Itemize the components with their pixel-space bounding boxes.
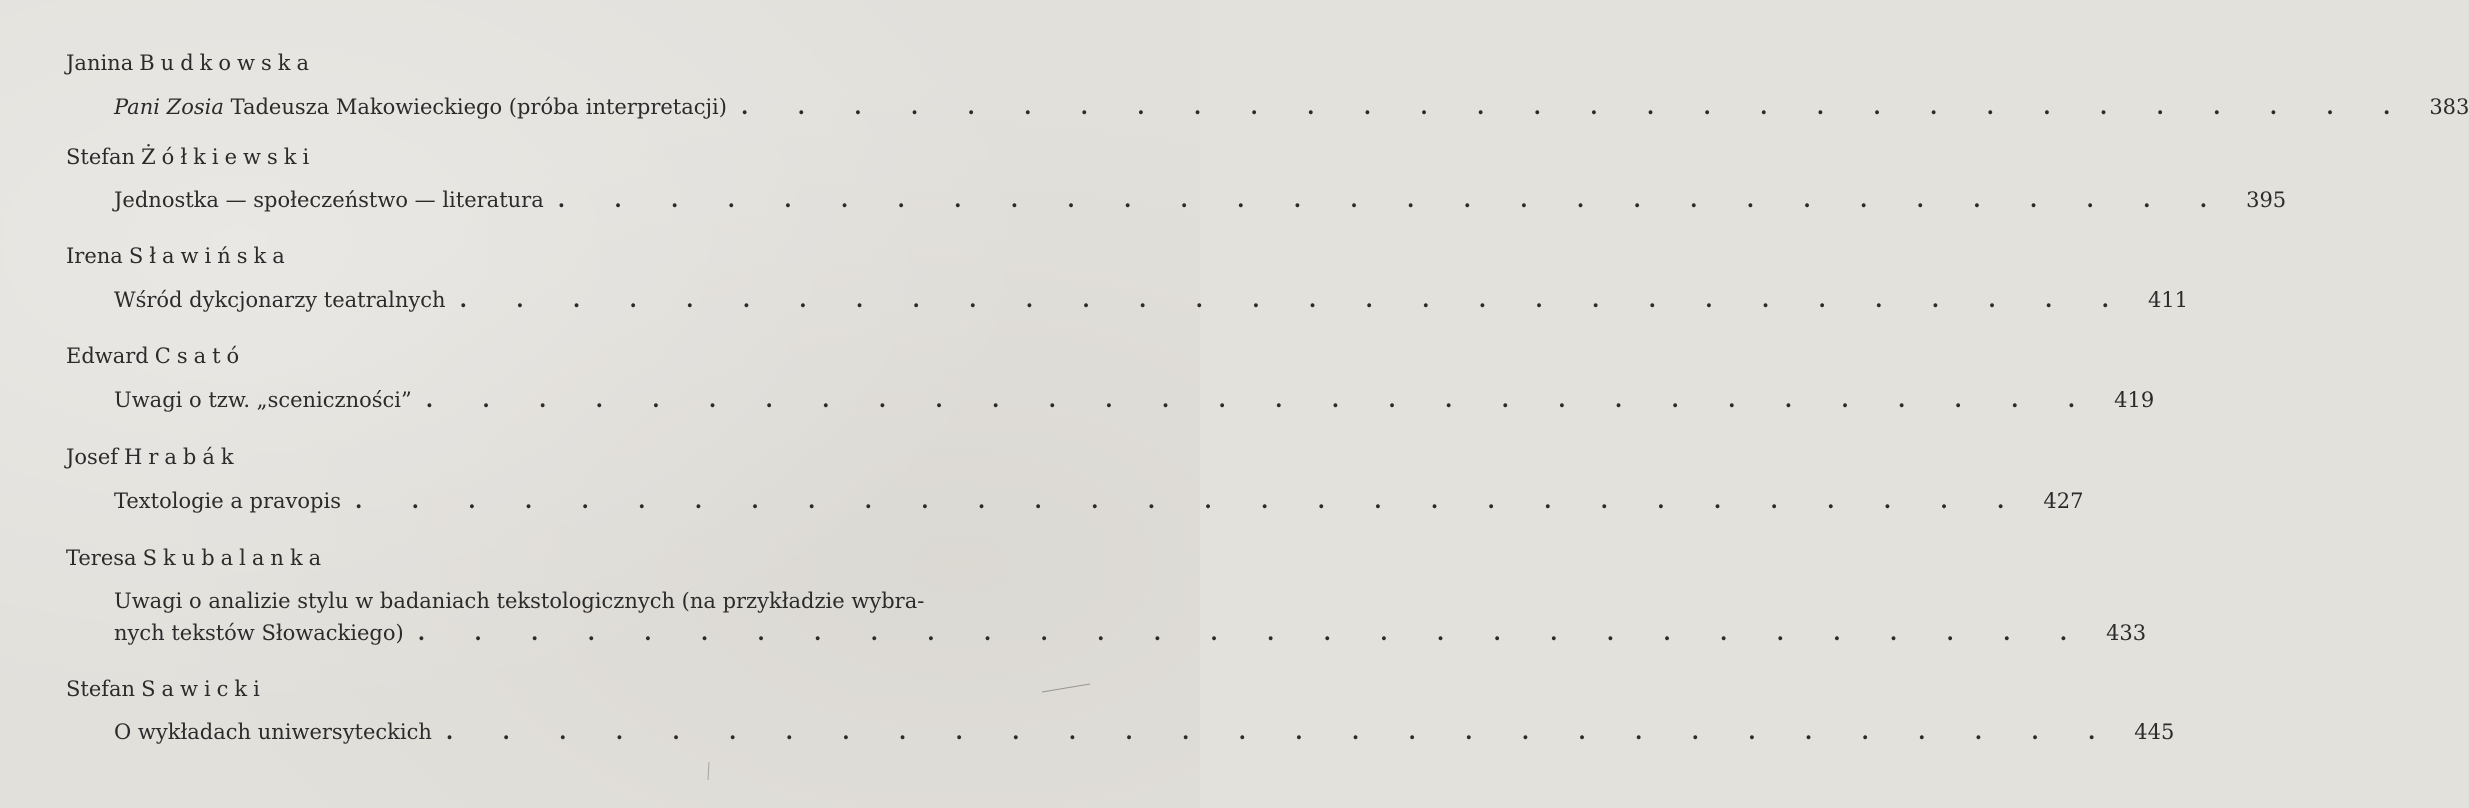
author-surname: Skubalanka [142,546,328,570]
dot-leader: . . . . . . . . . . . . . . . . . . . . . . . . . . . . . . [425,387,2097,412]
toc-entry[interactable] [114,716,2175,748]
entry-title: Jednostka — społeczeństwo — literatura [114,188,544,212]
dot-leader: . . . . . . . . . . . . . . . . . . . . . . . . . . . . . . [557,187,2229,212]
page-number: 419 [2114,388,2155,412]
entry-title: Wśród dykcjonarzy teatralnych [114,288,446,312]
author-name [66,50,315,76]
author-surname: Sławińska [128,244,291,268]
author-surname: Hrabák [124,445,240,469]
author-name [66,676,266,702]
dot-leader: . . . . . . . . . . . . . . . . . . . . . . . . . . . . . . [355,488,2026,513]
author-first-name: Josef [66,445,119,469]
author-first-name: Teresa [66,546,137,570]
toc-entry[interactable] [114,384,2155,416]
page-number: 445 [2134,720,2175,744]
page-number: 411 [2147,288,2189,312]
paper-scratch [708,762,709,780]
author-name [66,343,245,369]
author-surname: Sawicki [141,677,266,701]
author-first-name: Edward [66,344,149,368]
dot-leader: . . . . . . . . . . . . . . . . . . . . . . . . . . . . . . [445,719,2117,744]
author-name [66,444,240,470]
entry-title-rest: Tadeusza Makowieckiego (próba interpretacji) [230,95,727,119]
dot-leader: . . . . . . . . . . . . . . . . . . . . . . . . . . . . . . [417,620,2089,645]
dot-leader: . . . . . . . . . . . . . . . . . . . . . . . . . . . . . . [459,287,2130,312]
author-surname: Csató [154,344,246,368]
author-first-name: Janina [66,51,134,75]
author-first-name: Irena [66,244,123,268]
toc-entry[interactable] [114,184,2287,216]
entry-title: Textologie a pravopis [114,489,341,513]
entry-title: nych tekstów Słowackiego) [114,621,404,645]
paper-scratch [1042,684,1090,692]
entry-title: Uwagi o tzw. „sceniczności” [114,388,412,412]
page-number: 383 [2429,95,2469,119]
author-surname: Budkowska [139,51,315,75]
author-surname: Żółkiewski [141,145,316,169]
author-first-name: Stefan [66,677,136,701]
author-first-name: Stefan [66,145,136,169]
page-number: 395 [2246,188,2287,212]
dot-leader: . . . . . . . . . . . . . . . . . . . . . . . . . . . . . . [740,94,2412,119]
toc-entry[interactable] [114,91,2469,123]
page-number: 427 [2043,489,2084,513]
toc-entry[interactable] [114,585,2147,649]
entry-title: O wykładach uniwersyteckich [114,720,432,744]
author-name [66,144,315,170]
toc-entry[interactable] [114,485,2084,517]
page-number: 433 [2106,621,2147,645]
author-name [66,243,291,269]
entry-title [114,91,741,123]
toc-entry[interactable] [114,284,2189,316]
entry-title-italic: Pani Zosia [114,95,224,119]
entry-title-line-1: Uwagi o analizie stylu w badaniach tekstologicznych (na przykładzie wybra- [114,589,925,613]
author-name [66,545,327,571]
